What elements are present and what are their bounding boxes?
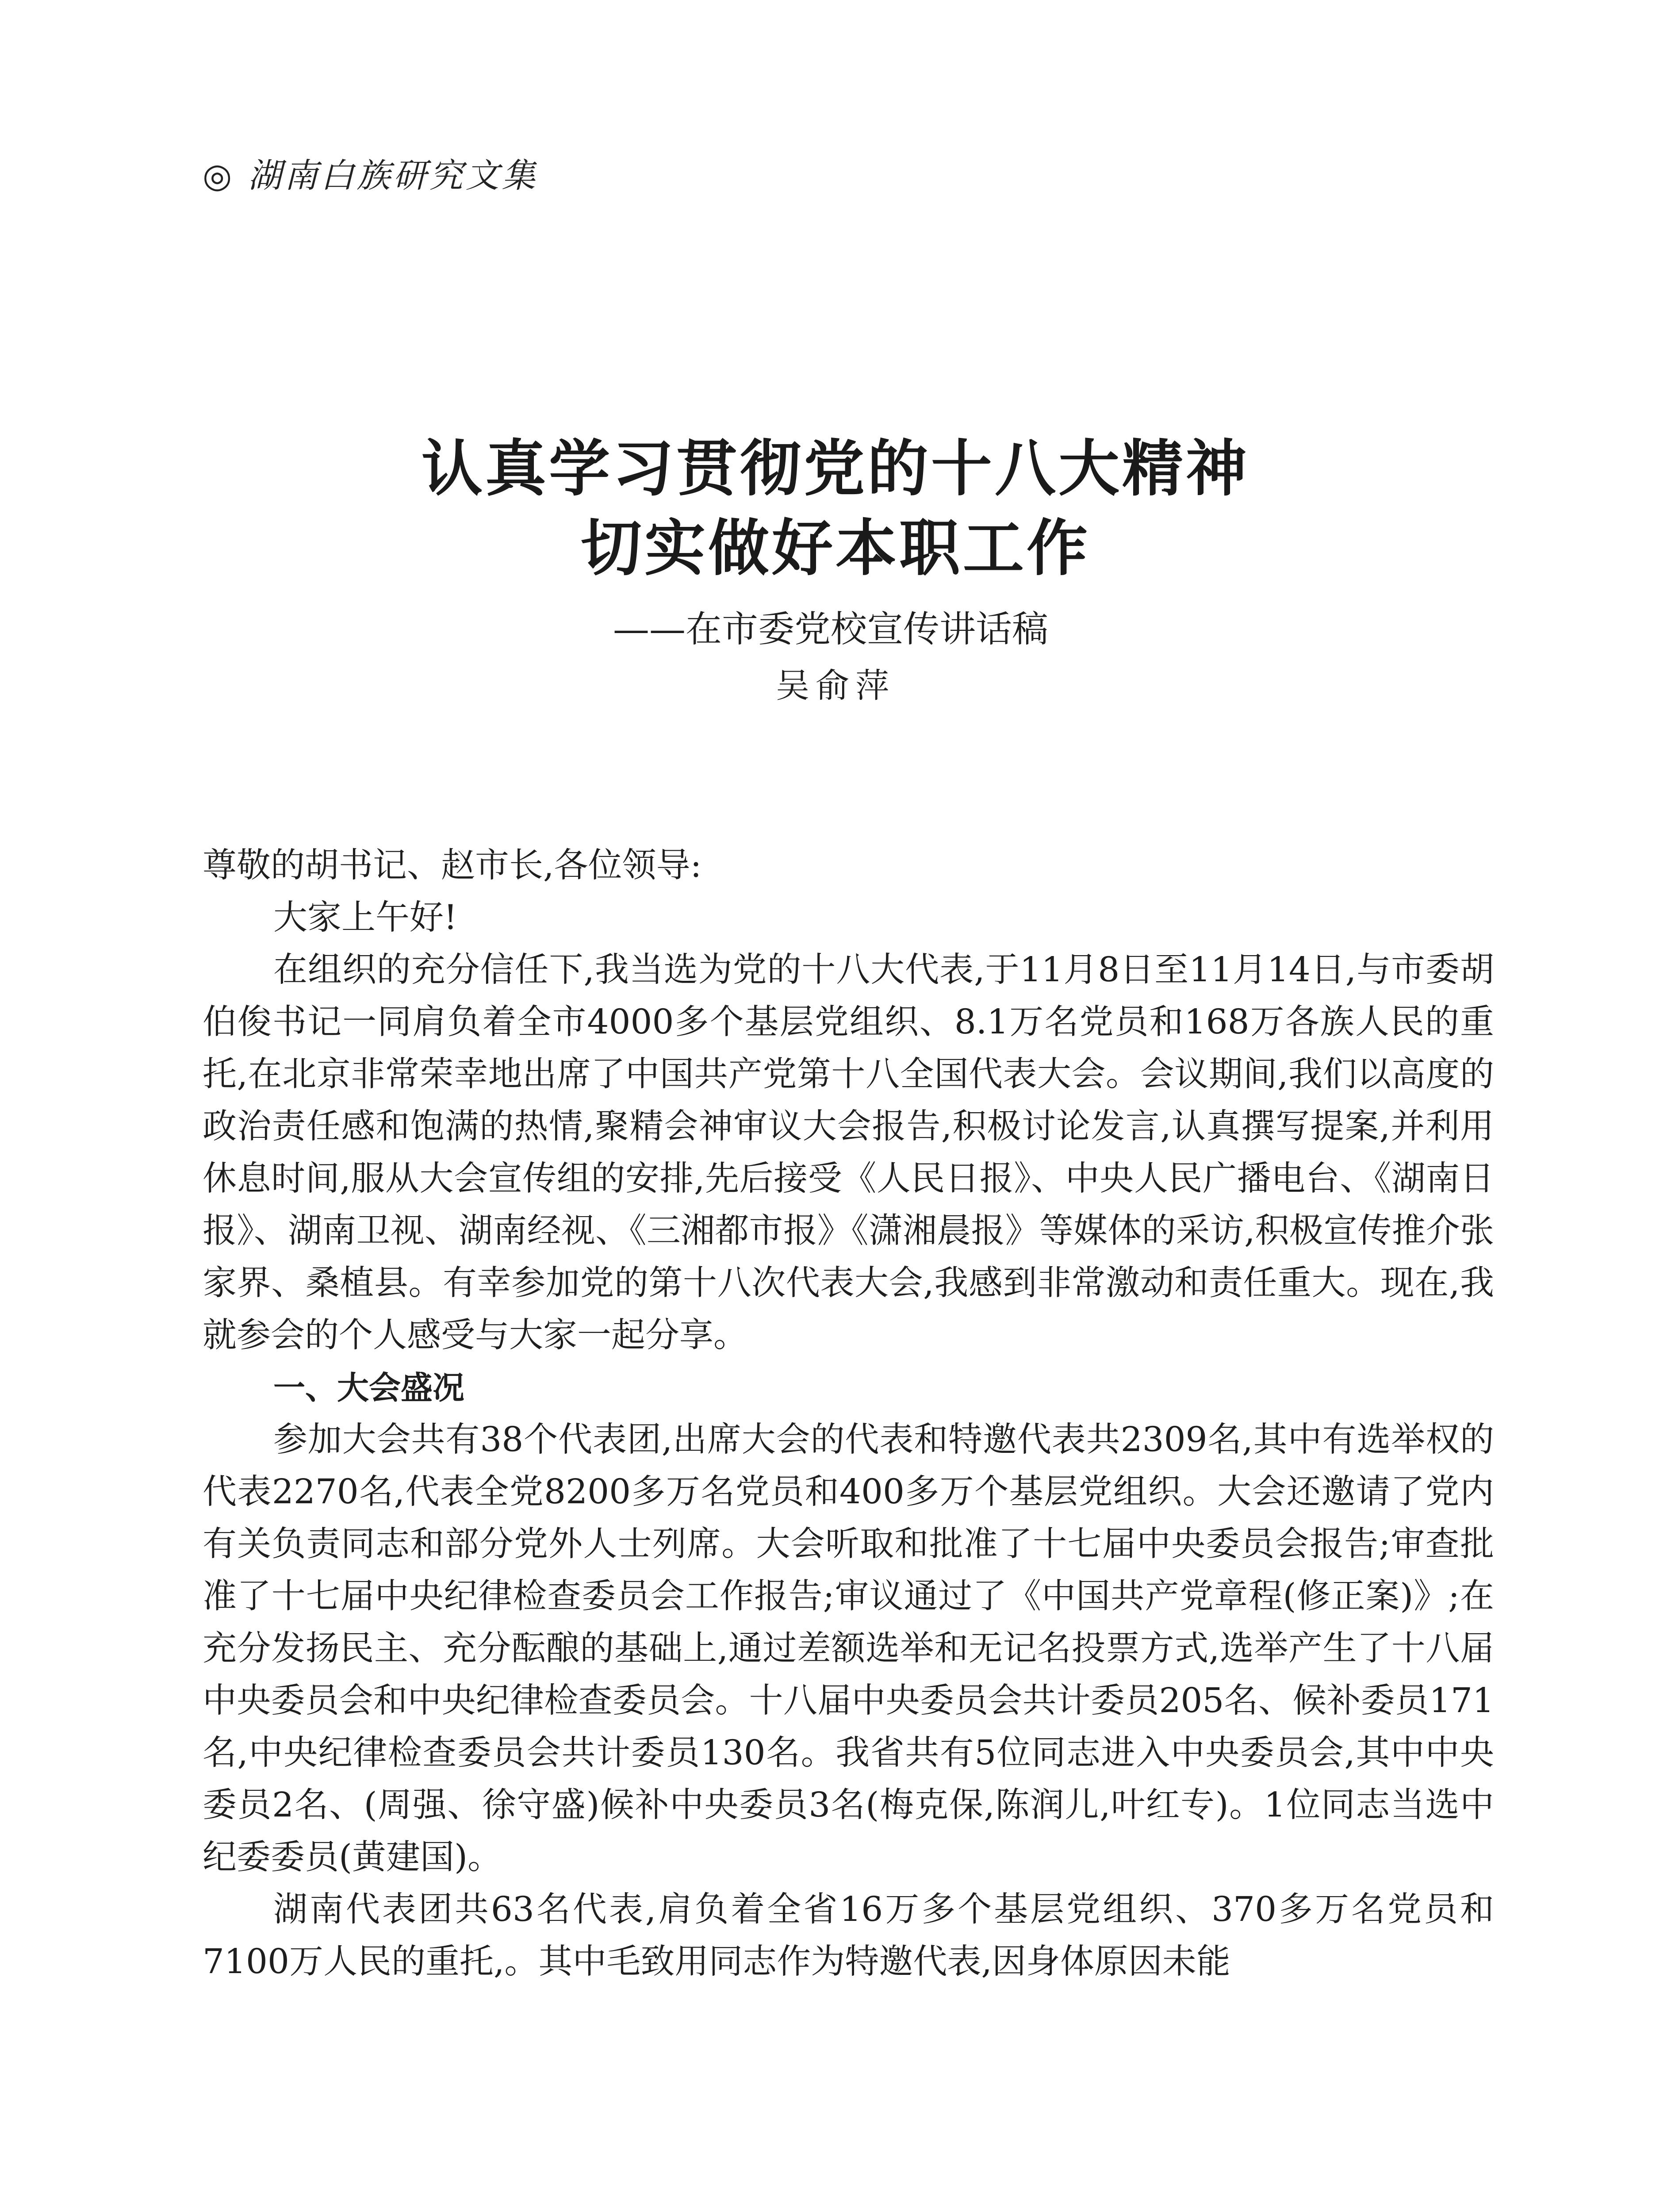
article-title-line-1: 认真学习贯彻党的十八大精神	[421, 433, 1249, 504]
paragraph-1: 在组织的充分信任下,我当选为党的十八大代表,于11月8日至11月14日,与市委胡伯俊书记一同肩负着全市4000多个基层党组织、8.1万名党员和168万各族人民的重托,在北京非常荣幸地出席了中国共产党第十八全国代表大会。会议期间,我们以高度的政治责任感和饱满的热情,聚精会神审议大会报告,积极讨论发言,认真撰写提案,并利用休息时间,服从大会宣传组的安排,先后接受《人民日报》、中央人民广播电台、《湖南日报》、湖南卫视、湖南经视、《三湘都市报》《潇湘晨报》等媒体的采访,积极宣传推介张家界、桑植县。有幸参加党的第十八次代表大会,我感到非常激动和责任重大。现在,我就参会的个人感受与大家一起分享。	[203, 950, 1494, 1355]
article-subtitle: ——在市委党校宣传讲话稿	[613, 608, 1049, 650]
salutation: 尊敬的胡书记、赵市长,各位领导:	[203, 846, 702, 885]
running-head: ◎ 湖南白族研究文集	[203, 156, 538, 195]
paragraph-2: 参加大会共有38个代表团,出席大会的代表和特邀代表共2309名,其中有选举权的代表2270名,代表全党8200多万名党员和400多万个基层党组织。大会还邀请了党内有关负责同志和部分党外人士列席。大会听取和批准了十七届中央委员会报告;审查批准了十七届中央纪律检查委员会工作报告;审议通过了《中国共产党章程(修正案)》;在充分发扬民主、充分酝酿的基础上,通过差额选举和无记名投票方式,选举产生了十八届中央委员会和中央纪律检查委员会。十八届中央委员会共计委员205名、候补委员171名,中央纪律检查委员会共计委员130名。我省共有5位同志进入中央委员会,其中中央委员2名、(周强、徐守盛)候补中央委员3名(梅克保,陈润儿,叶红专)。1位同志当选中纪委委员(黄建国)。	[203, 1420, 1494, 1877]
article-title-line-2: 切实做好本职工作	[580, 513, 1090, 584]
article-body	[203, 840, 1494, 1988]
article-author: 吴俞萍	[776, 666, 895, 705]
paragraph-3: 湖南代表团共63名代表,肩负着全省16万多个基层党组织、370多万名党员和7100万人民的重托,。其中毛致用同志作为特邀代表,因身体原因未能	[203, 1890, 1494, 1982]
greeting: 大家上午好!	[273, 898, 457, 937]
section-heading-1: 一、大会盛况	[273, 1369, 465, 1406]
